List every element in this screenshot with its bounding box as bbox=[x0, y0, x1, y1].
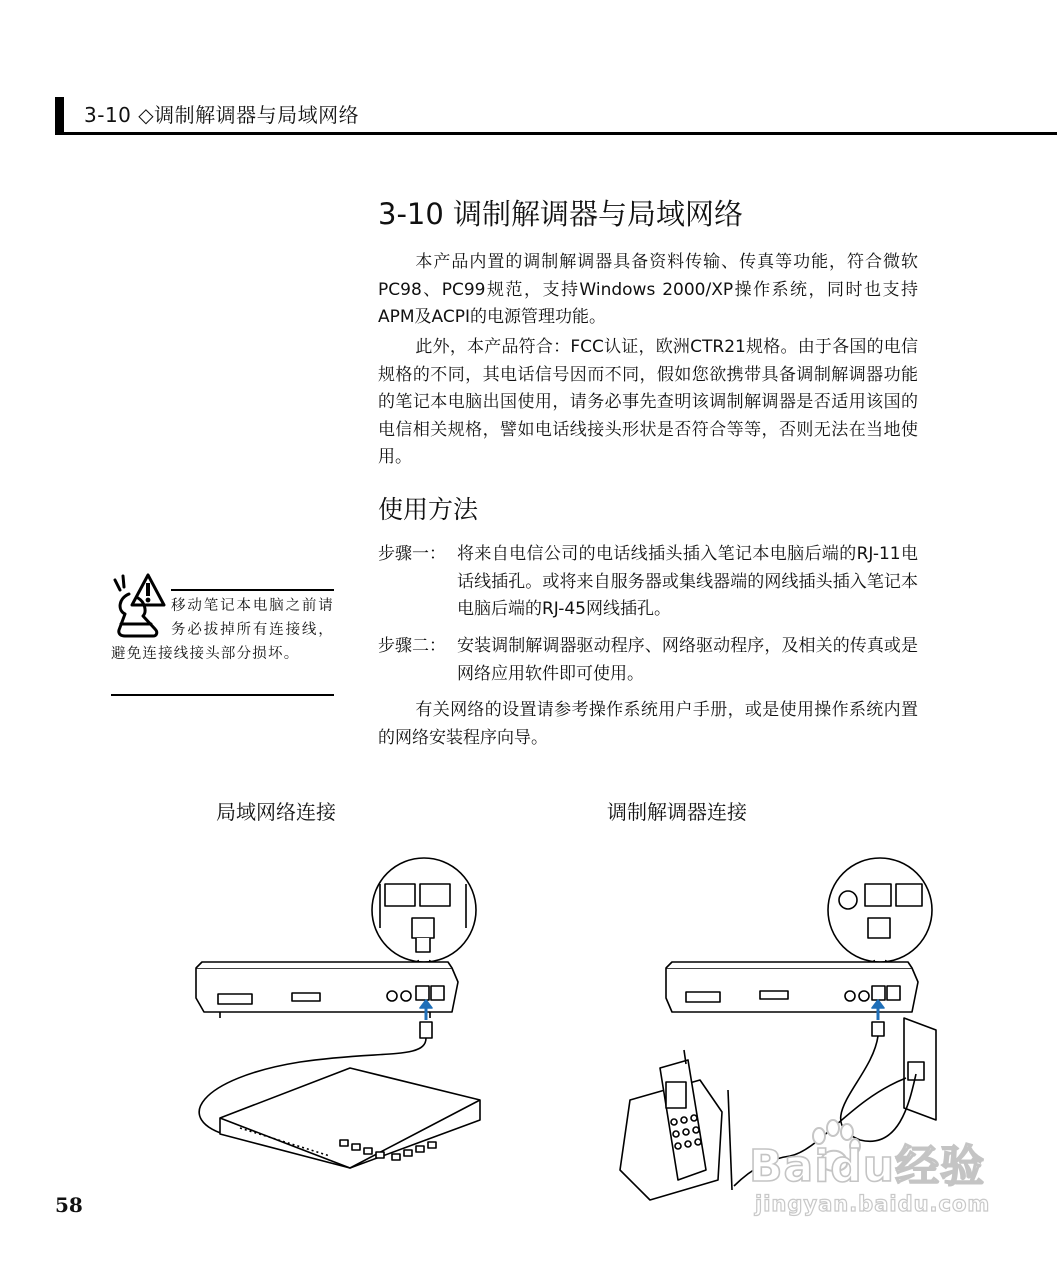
note-text: 移动笔记本电脑之前请务必拔掉所有连接线，避免连接线接头部分损坏。 bbox=[111, 598, 334, 662]
paragraph-compliance: 此外，本产品符合：FCC认证，欧洲CTR21规格。由于各国的电信规格的不同，其电话信号因而不同，假如您欲携带具备调制解调器功能的笔记本电脑出国使用，请务必事先查明该调制解调器是否适用该国的电信相关规格，譬如电话线接头形状是否符合等等，否则无法在当地使用。 bbox=[378, 337, 918, 467]
watermark-url: jingyan.baidu.com bbox=[755, 1192, 991, 1216]
step-two-label: 步骤二： bbox=[378, 636, 446, 656]
network-switch bbox=[220, 1068, 480, 1168]
paragraph-intro: 本产品内置的调制解调器具备资料传输、传真等功能，符合微软PC98、PC99规范，支持Windows 2000/XP操作系统，同时也支持APM及ACPI的电源管理功能。 bbox=[378, 252, 918, 327]
step-one-label: 步骤一： bbox=[378, 544, 446, 564]
step-one bbox=[378, 541, 918, 625]
lan-caption: 局域网络连接 bbox=[216, 800, 336, 824]
lan-connection-illustration bbox=[180, 850, 500, 1170]
paragraph-reference: 有关网络的设置请参考操作系统用户手册，或是使用操作系统内置的网络安装程序向导。 bbox=[378, 700, 918, 748]
watermark-logo: Baidu经验 bbox=[749, 1141, 986, 1192]
subsection-title: 使用方法 bbox=[378, 495, 479, 524]
modem-caption: 调制解调器连接 bbox=[607, 800, 747, 824]
step-two bbox=[378, 633, 918, 689]
watermark bbox=[745, 1118, 1005, 1238]
warning-note bbox=[111, 572, 334, 698]
note-top-rule bbox=[171, 589, 334, 591]
page-number: 58 bbox=[55, 1193, 83, 1217]
running-header: 3-10 ◇调制解调器与局域网络 bbox=[84, 103, 360, 127]
header-rule bbox=[55, 132, 1057, 135]
header-bar bbox=[55, 97, 64, 135]
modem-port-zoom bbox=[828, 858, 932, 962]
section-title: 3-10 调制解调器与局域网络 bbox=[378, 197, 744, 231]
note-bottom-rule bbox=[111, 694, 334, 696]
step-two-text: 安装调制解调器驱动程序、网络驱动程序，及相关的传真或是网络应用软件即可使用。 bbox=[457, 636, 918, 684]
step-one-text: 将来自电信公司的电话线插头插入笔记本电脑后端的RJ-11电话线插孔。或将来自服务器或集线器端的网线插头插入笔记本电脑后端的RJ-45网线插孔。 bbox=[457, 544, 918, 619]
